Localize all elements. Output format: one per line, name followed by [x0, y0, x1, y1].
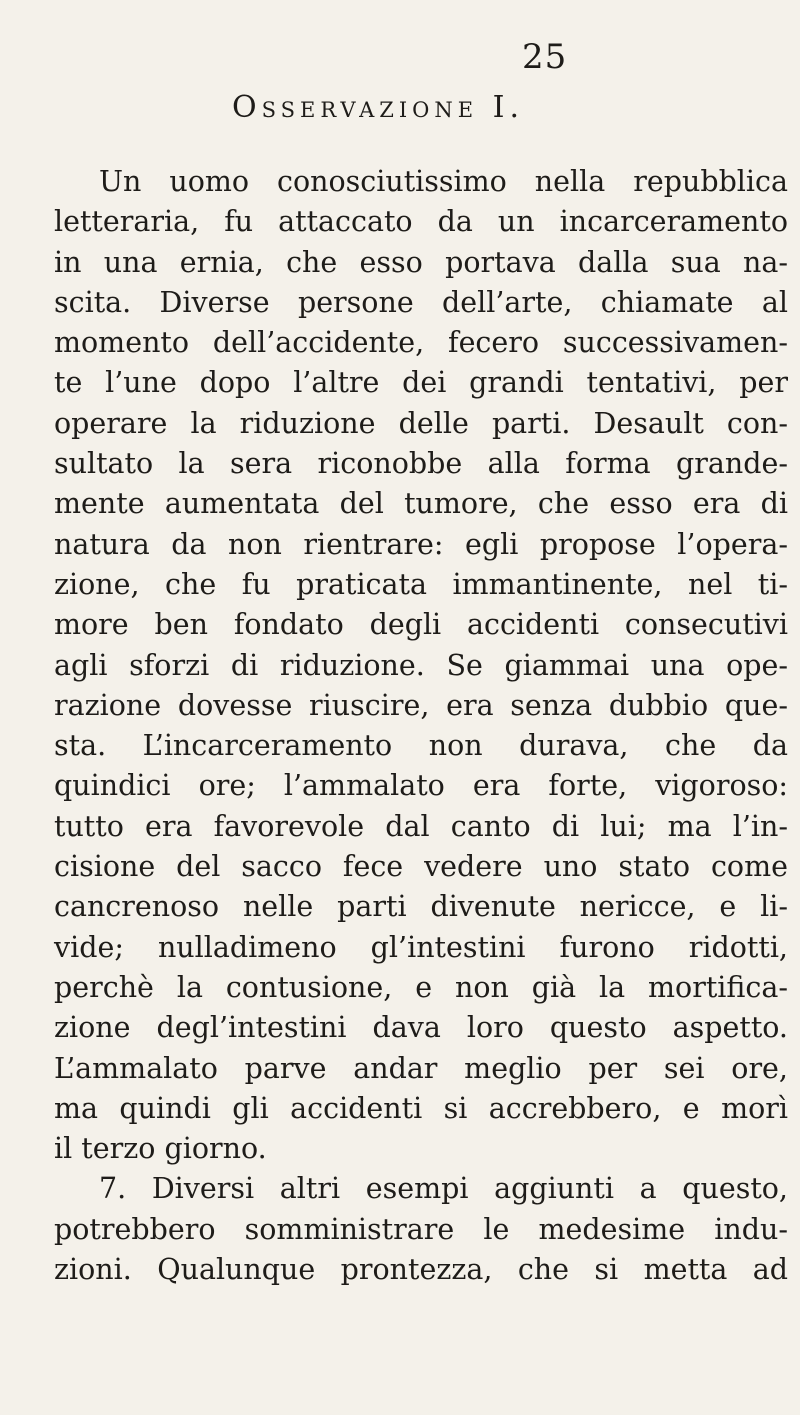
paragraph-section-7	[54, 1169, 788, 1290]
page-number: 25	[522, 37, 568, 77]
text-line: agli sforzi di riduzione. Se giammai una ope-	[54, 648, 788, 682]
text-line: scita. Diverse persone dell’arte, chiamate al	[54, 285, 788, 319]
text-line: quindici ore; l’ammalato era forte, vigoroso:	[54, 769, 788, 803]
text-line: te l’une dopo l’altre dei grandi tentativi, per	[54, 366, 788, 400]
text-line: 7. Diversi altri esempi aggiunti a questo,	[99, 1172, 788, 1206]
text-line: ma quindi gli accidenti si accrebbero, e morì	[54, 1091, 788, 1125]
text-line: Un uomo conosciutissimo nella repubblica	[99, 165, 788, 198]
text-line: razione dovesse riuscire, era senza dubbio que-	[54, 688, 788, 722]
text-line: perchè la contusione, e non già la mortifica-	[54, 970, 788, 1004]
text-line: momento dell’accidente, fecero successivamen-	[54, 326, 788, 360]
text-line: zione degl’intestini dava loro questo aspetto.	[54, 1011, 788, 1045]
text-line: mente aumentata del tumore, che esso era di	[54, 487, 788, 521]
text-line: zioni. Qualunque prontezza, che si metta ad	[54, 1253, 788, 1287]
text-line: potrebbero somministrare le medesime indu-	[54, 1212, 788, 1246]
paragraph-case-report	[54, 162, 788, 1169]
text-line: cisione del sacco fece vedere uno stato come	[54, 850, 788, 884]
text-line: tutto era favorevole dal canto di lui; ma l’in-	[54, 809, 788, 843]
text-line: sultato la sera riconobbe alla forma grande-	[54, 447, 788, 481]
text-line: more ben fondato degli accidenti consecutivi	[54, 608, 788, 642]
text-line: il terzo giorno.	[54, 1132, 267, 1166]
text-line: natura da non rientrare: egli propose l’opera-	[54, 527, 788, 561]
section-title: Osservazione I.	[232, 90, 525, 125]
text-line: vide; nulladimeno gl’intestini furono ridotti,	[54, 930, 788, 964]
text-line: letteraria, fu attaccato da un incarceramento	[54, 205, 788, 239]
text-line: operare la riduzione delle parti. Desault con-	[54, 406, 788, 440]
text-line: zione, che fu praticata immantinente, nel ti-	[54, 567, 788, 601]
text-line: L’ammalato parve andar meglio per sei ore,	[54, 1051, 788, 1085]
text-line: cancrenoso nelle parti divenute nericce, e li-	[54, 890, 788, 924]
text-line: in una ernia, che esso portava dalla sua na-	[54, 245, 788, 279]
text-line: sta. L’incarceramento non durava, che da	[54, 729, 788, 763]
body-text	[54, 162, 788, 1290]
